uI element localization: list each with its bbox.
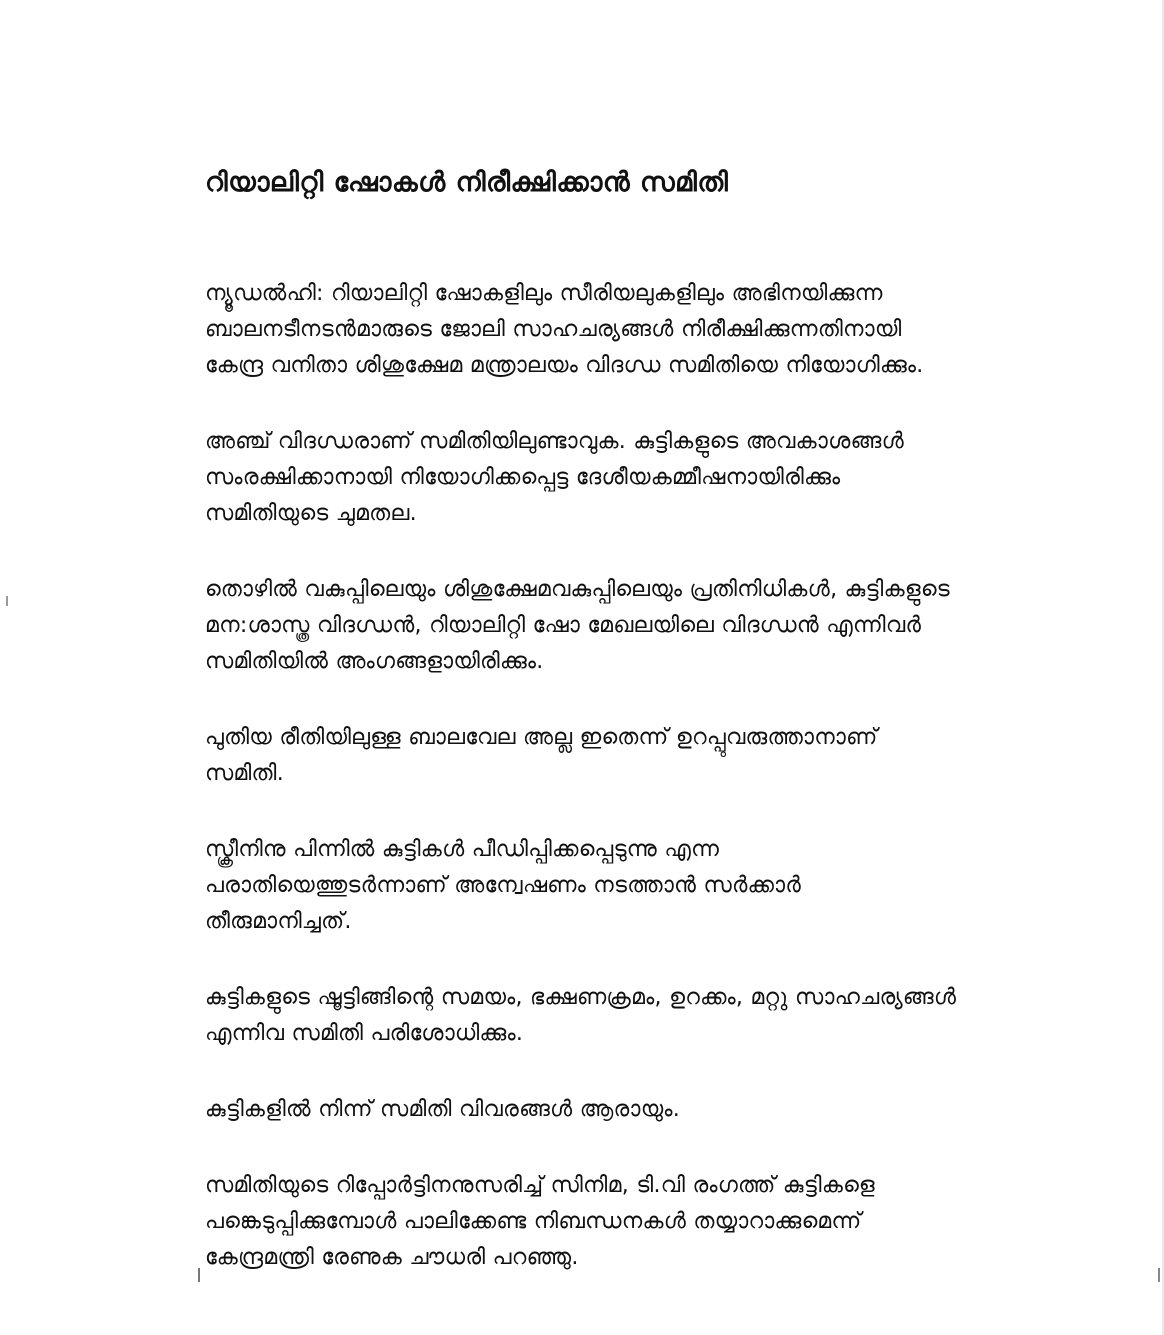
article-headline: റിയാലിറ്റി ഷോകൾ നിരീക്ഷിക്കാൻ സമിതി	[205, 167, 729, 198]
article-paragraph	[205, 1168, 1125, 1276]
article-paragraph	[205, 720, 1125, 792]
article-paragraph	[205, 424, 1125, 532]
paragraph-line: എന്നിവ സമിതി പരിശോധിക്കും.	[205, 1021, 524, 1046]
article-body	[205, 276, 1125, 1316]
article-paragraph	[205, 276, 1125, 384]
paragraph-line: സമിതി.	[205, 761, 284, 786]
paragraph-line: കുട്ടികളുടെ ഷൂട്ടിങ്ങിന്റെ സമയം, ഭക്ഷണക്രമം, ഉറക്കം, മറ്റു സാഹചര്യങ്ങൾ	[205, 985, 957, 1010]
paragraph-line: കുട്ടികളിൽ നിന്ന് സമിതി വിവരങ്ങൾ ആരായും.	[205, 1097, 681, 1122]
article-paragraph	[205, 980, 1125, 1052]
paragraph-line: കേന്ദ്ര വനിതാ ശിശുക്ഷേമ മന്ത്രാലയം വിദഗ്ധ സമിതിയെ നിയോഗിക്കും.	[205, 353, 924, 378]
article-paragraph	[205, 572, 1125, 680]
paragraph-line: അഞ്ച് വിദഗ്ധരാണ് സമിതിയിലുണ്ടാവുക. കുട്ടികളുടെ അവകാശങ്ങൾ	[205, 429, 904, 454]
scan-artifact	[1158, 1268, 1160, 1282]
paragraph-line: പരാതിയെത്തുടർന്നാണ് അന്വേഷണം നടത്താൻ സർക്കാർ	[205, 873, 802, 898]
scan-artifact	[6, 596, 8, 606]
paragraph-line: കേന്ദ്രമന്ത്രി രേണുക ചൗധരി പറഞ്ഞു.	[205, 1245, 579, 1270]
paragraph-line: സമിതിയുടെ ചുമതല.	[205, 501, 417, 526]
paragraph-line: തൊഴിൽ വകുപ്പിലെയും ശിശുക്ഷേമവകുപ്പിലെയും പ്രതിനിധികൾ, കുട്ടികളുടെ	[205, 577, 950, 602]
paragraph-line: പുതിയ രീതിയിലുള്ള ബാലവേല അല്ല ഇതെന്ന് ഉറപ്പുവരുത്താനാണ്	[205, 725, 878, 750]
paragraph-line: സ്ക്രീനിനു പിന്നിൽ കുട്ടികൾ പീഡിപ്പിക്കപ്പെടുന്നു എന്ന	[205, 837, 720, 862]
paragraph-line: പങ്കെടുപ്പിക്കുമ്പോൾ പാലിക്കേണ്ട നിബന്ധനകൾ തയ്യാറാക്കുമെന്ന്	[205, 1209, 862, 1234]
paragraph-line: സംരക്ഷിക്കാനായി നിയോഗിക്കപ്പെട്ട ദേശീയകമ്മീഷനായിരിക്കും	[205, 465, 841, 490]
scan-artifact	[198, 1268, 200, 1282]
paragraph-line: ബാലനടീനടൻമാരുടെ ജോലി സാഹചര്യങ്ങൾ നിരീക്ഷിക്കുന്നതിനായി	[205, 317, 902, 342]
paragraph-line: സമിതിയിൽ അംഗങ്ങളായിരിക്കും.	[205, 649, 544, 674]
article-paragraph	[205, 1092, 1125, 1128]
article-paragraph	[205, 832, 1125, 940]
paragraph-line: മന:ശാസ്ത്ര വിദഗ്ധൻ, റിയാലിറ്റി ഷോ മേഖലയിലെ വിദഗ്ധൻ എന്നിവർ	[205, 613, 922, 638]
paragraph-line: സമിതിയുടെ റിപ്പോർട്ടിനനുസരിച്ച് സിനിമ, ടി.വി രംഗത്ത് കുട്ടികളെ	[205, 1173, 875, 1198]
paragraph-line: തീരുമാനിച്ചത്.	[205, 909, 352, 934]
paragraph-line: ന്യൂഡൽഹി: റിയാലിറ്റി ഷോകളിലും സീരിയലുകളിലും അഭിനയിക്കുന്ന	[205, 281, 883, 306]
